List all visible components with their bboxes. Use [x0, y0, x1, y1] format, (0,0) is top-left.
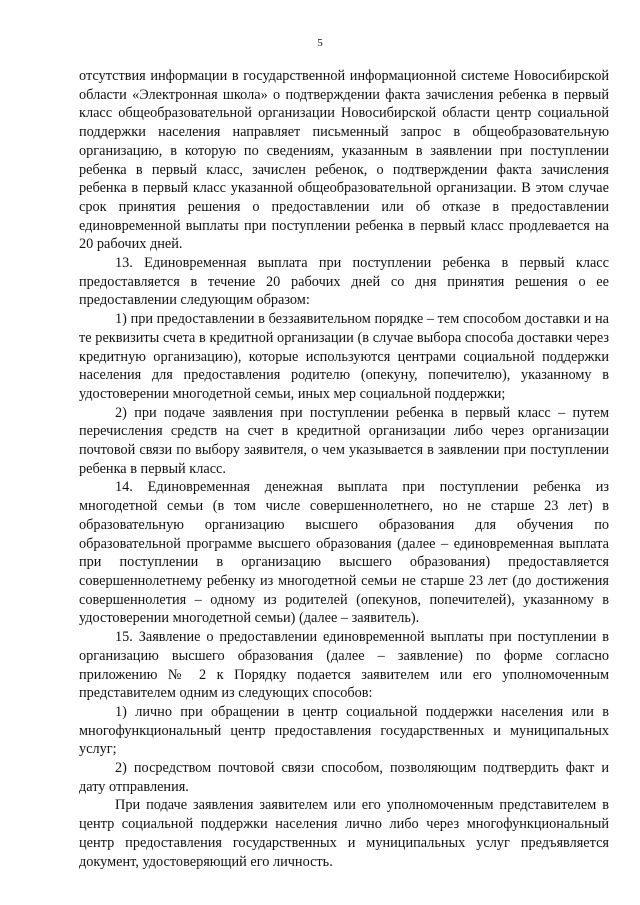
paragraph-clause-13: 13. Единовременная выплата при поступлении ребенка в первый класс предоставляется в течение 20 рабочих дней со дня принятия решения о ее предоставлении следующим образом:	[79, 255, 609, 309]
paragraph-clause-14: 14. Единовременная денежная выплата при поступлении ребенка из многодетной семьи (в том числе совершеннолетнего, но не старше 23 лет) в образовательную организацию высшего образования для обучения по образовательной программе высшего образования (далее – единовременная выплата при поступлении в организацию высшего образования) предоставляется совершеннолетнему ребенку из многодетной семьи не старше 23 лет (до достижения совершеннолетия – одному из родителей (опекунов, попечителей), указанному в удостоверении многодетной семьи) (далее – заявитель).	[79, 479, 609, 627]
paragraph-clause-13-item-2: 2) при подаче заявления при поступлении ребенка в первый класс – путем перечисления средств на счет в кредитной организации либо через организации почтовой связи по выбору заявителя, о чем указывается в заявлении при поступлении ребенка в первый класс.	[79, 404, 609, 477]
paragraph-identity-document: При подаче заявления заявителем или его уполномоченным представителем в центр социальной поддержки населения лично либо через многофункциональный центр предоставления государственных и муниципальных услуг предъявляется документ, удостоверяющий его личность.	[79, 797, 609, 870]
paragraph-clause-15-item-1: 1) лично при обращении в центр социальной поддержки населения или в многофункциональный центр предоставления государственных и муниципальных услуг;	[79, 703, 609, 758]
paragraph-clause-13-item-1: 1) при предоставлении в беззаявительном порядке – тем способом доставки и на те реквизиты счета в кредитной организации (в случае выбора способа доставки через кредитную организацию), которые используются центрами социальной поддержки населения для предоставления родителю (опекуну, попечителю), указанному в удостоверении многодетной семьи, иных мер социальной поддержки;	[79, 311, 609, 402]
paragraph-clause-15-item-2: 2) посредством почтовой связи способом, позволяющим подтвердить факт и дату отправления.	[79, 760, 609, 795]
document-body	[79, 67, 609, 871]
paragraph-clause-15: 15. Заявление о предоставлении единовременной выплаты при поступлении в организацию высшего образования (далее – заявление) по форме согласно приложению № 2 к Порядку подается заявителем или его уполномоченным представителем одним из следующих способов:	[79, 629, 609, 702]
page-number: 5	[317, 37, 323, 49]
paragraph-continuation: отсутствия информации в государственной информационной системе Новосибирской области «Электронная школа» о подтверждении факта зачисления ребенка в первый класс общеобразовательной организации Новосибирской области центр социальной поддержки населения направляет письменный запрос в общеобразовательную организацию, в которую по сведениям, указанным в заявлении при поступлении ребенка в первый класс, зачислен ребенок, о подтверждении факта зачисления ребенка в первый класс указанной общеобразовательной организации. В этом случае срок принятия решения о предоставлении или об отказе в предоставлении единовременной выплаты при поступлении ребенка в первый класс продлевается на 20 рабочих дней.	[79, 68, 609, 253]
